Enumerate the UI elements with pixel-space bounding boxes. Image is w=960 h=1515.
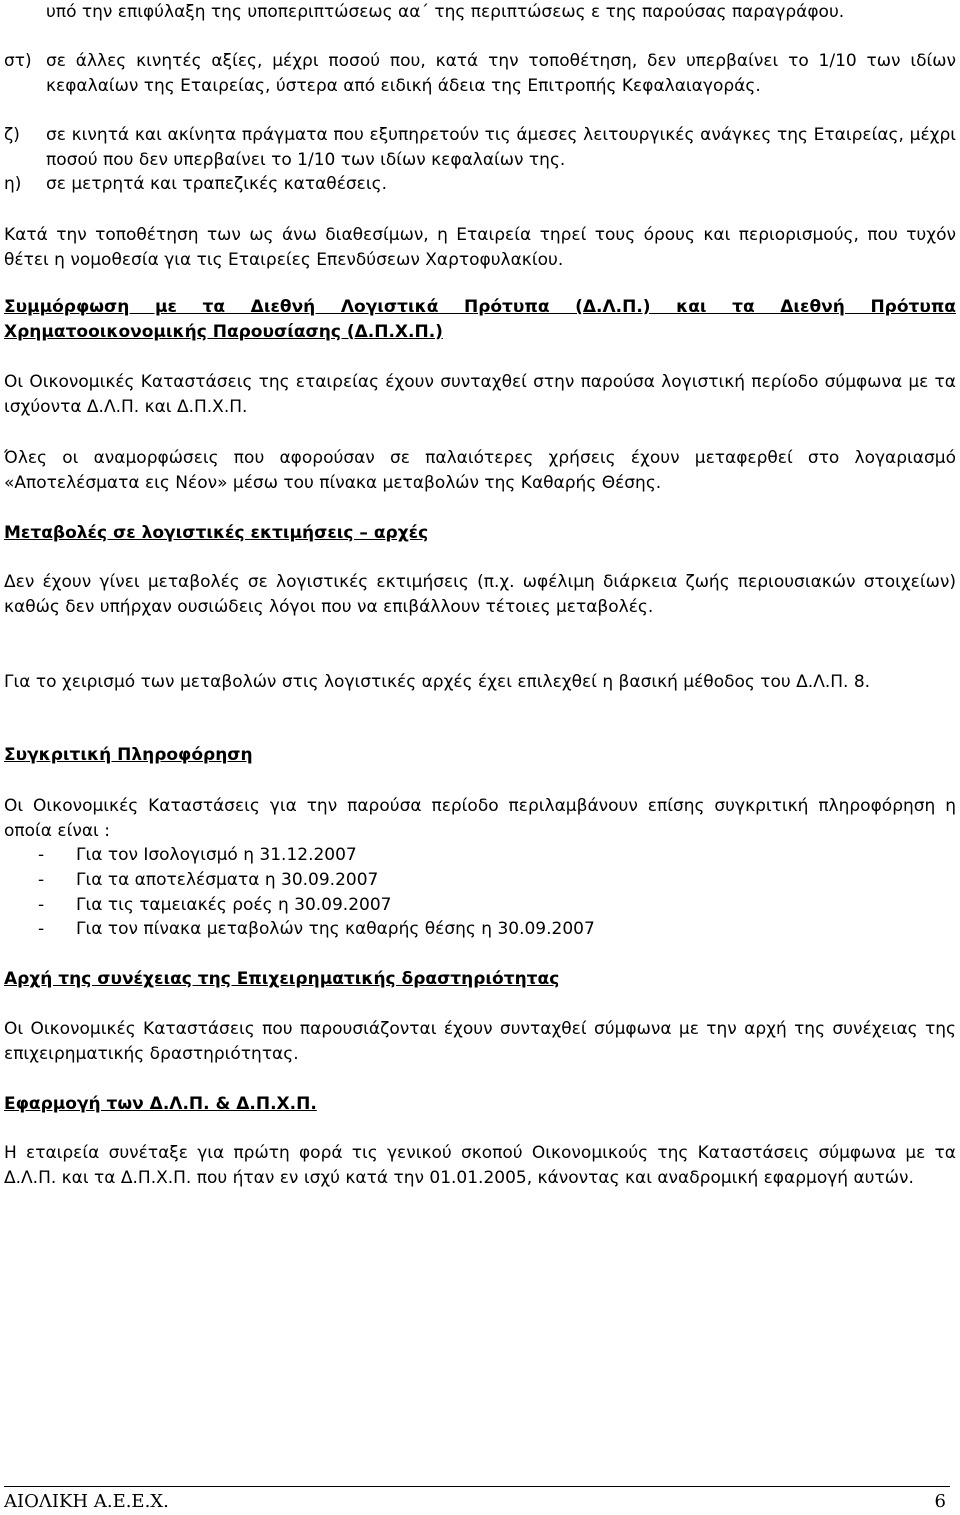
footer-divider [4, 1486, 950, 1487]
item-label: ζ) [4, 125, 20, 145]
heading-application: Εφαρμογή των Δ.Λ.Π. & Δ.Π.Χ.Π. [4, 1094, 317, 1114]
paragraph-placement: Κατά την τοποθέτηση των ως άνω διαθεσίμων, η Εταιρεία τηρεί τους όρους και περιορισμούς, που τυχόν θέτει η νομοθεσία για τις Εταιρείες Επενδύσεων Χαρτοφυλακίου. [4, 225, 956, 270]
continuation-text: υπό την επιφύλαξη της υποπεριπτώσεως αα΄ της περιπτώσεως ε της παρούσας παραγράφου. [46, 2, 845, 22]
list-item-text: Για τις ταμειακές ροές η 30.09.2007 [76, 895, 392, 915]
paragraph-changes-2: Για το χειρισμό των μεταβολών στις λογιστικές αρχές έχει επιλεχθεί η βασική μέθοδος του Δ.Λ.Π. 8. [4, 672, 871, 692]
page-footer [4, 1486, 950, 1512]
list-item [4, 893, 904, 918]
paragraph-compliance-1: Οι Οικονομικές Καταστάσεις της εταιρείας έχουν συνταχθεί στην παρούσα λογιστική περίοδο σύμφωνα με τα ισχύοντα Δ.Λ.Π. και Δ.Π.Χ.Π. [4, 372, 956, 417]
paragraph-application: Η εταιρεία συνέταξε για πρώτη φορά τις γενικού σκοπού Οικονομικούς της Καταστάσεις σύμφωνα με τα Δ.Λ.Π. και τα Δ.Π.Χ.Π. που ήταν εν ισχύ κατά την 01.01.2005, κάνοντας και αναδρομική εφαρμογή αυτών. [4, 1143, 956, 1188]
item-text: σε μετρητά και τραπεζικές καταθέσεις. [46, 174, 387, 194]
list-item [4, 843, 904, 868]
dash-marker: - [38, 919, 45, 939]
footer-company: ΑΙΟΛΙΚΗ Α.Ε.Ε.Χ. [4, 1491, 169, 1512]
item-text: σε άλλες κινητές αξίες, μέχρι ποσού που, κατά την τοποθέτηση, δεν υπερβαίνει το 1/10 των ιδίων κεφαλαίων της Εταιρείας, ύστερα από ειδική άδεια της Επιτροπής Κεφαλαιαγοράς. [46, 51, 956, 96]
paragraph-going-concern: Οι Οικονομικές Καταστάσεις που παρουσιάζονται έχουν συνταχθεί σύμφωνα με την αρχή της συνέχειας της επιχειρηματικής δραστηριότητας. [4, 1019, 956, 1064]
heading-going-concern: Αρχή της συνέχειας της Επιχειρηματικής δραστηριότητας [4, 969, 560, 989]
list-item-i [4, 172, 956, 197]
paragraph-comparative: Οι Οικονομικές Καταστάσεις για την παρούσα περίοδο περιλαμβάνουν επίσης συγκριτική πληροφόρηση η οποία είναι : [4, 796, 956, 841]
heading-comparative: Συγκριτική Πληροφόρηση [4, 745, 253, 765]
list-item [4, 868, 904, 893]
list-item-text: Για τον πίνακα μεταβολών της καθαρής θέσης η 30.09.2007 [76, 919, 595, 939]
list-item [4, 917, 904, 942]
item-text: σε κινητά και ακίνητα πράγματα που εξυπηρετούν τις άμεσες λειτουργικές ανάγκες της Εταιρείας, μέχρι ποσού που δεν υπερβαίνει το 1/10 των ιδίων κεφαλαίων της. [46, 125, 956, 170]
dash-marker: - [38, 870, 45, 890]
heading-compliance: Συμμόρφωση με τα Διεθνή Λογιστικά Πρότυπα (Δ.Λ.Π.) και τα Διεθνή Πρότυπα Χρηματοοικονομικής Παρουσίασης (Δ.Π.Χ.Π.) [4, 297, 956, 342]
list-item-text: Για τον Ισολογισμό η 31.12.2007 [76, 845, 357, 865]
paragraph-changes-1: Δεν έχουν γίνει μεταβολές σε λογιστικές εκτιμήσεις (π.χ. ωφέλιμη διάρκεια ζωής περιουσιακών στοιχείων) καθώς δεν υπήρχαν ουσιώδεις λόγοι που να επιβάλλουν τέτοιες μεταβολές. [4, 572, 956, 617]
list-item-st [4, 49, 956, 98]
item-label: η) [4, 174, 22, 194]
dash-marker: - [38, 845, 45, 865]
list-item-z [4, 123, 956, 172]
item-label: στ) [4, 51, 32, 71]
heading-changes: Μεταβολές σε λογιστικές εκτιμήσεις – αρχές [4, 523, 429, 543]
list-item-text: Για τα αποτελέσματα η 30.09.2007 [76, 870, 379, 890]
paragraph-compliance-2: Όλες οι αναμορφώσεις που αφορούσαν σε παλαιότερες χρήσεις έχουν μεταφερθεί στο λογαριασμό «Αποτελέσματα εις Νέον» μέσω του πίνακα μεταβολών της Καθαρής Θέσης. [4, 448, 956, 493]
dash-marker: - [38, 895, 45, 915]
page-number: 6 [934, 1491, 946, 1512]
